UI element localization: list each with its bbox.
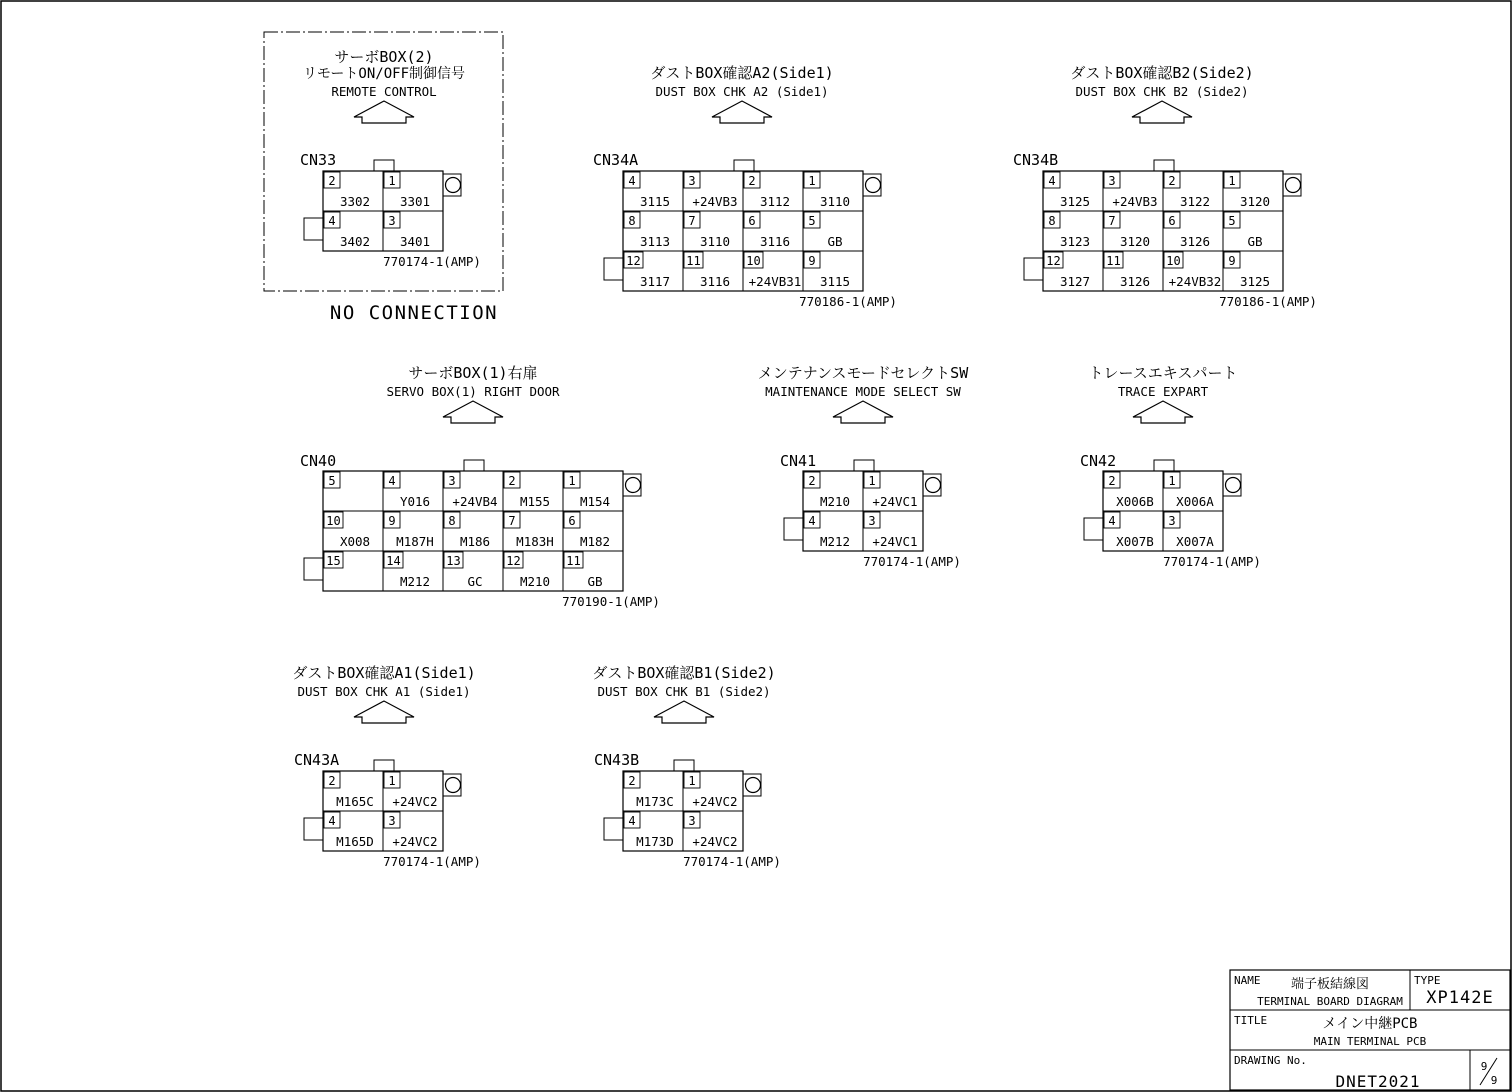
pin-signal: X006B [1116, 494, 1154, 509]
pin-signal: 3123 [1059, 234, 1091, 249]
pin-number: 8 [628, 214, 636, 228]
connector-polarizing-tab [604, 818, 623, 840]
type-value: XP142E [1426, 988, 1494, 1008]
pin-number: 1 [568, 474, 576, 488]
connector-id: CN34B [1013, 151, 1059, 169]
sheet-total: 9 [1490, 1074, 1498, 1087]
pin-number: 6 [748, 214, 756, 228]
pin-number: 11 [686, 254, 701, 268]
pin-signal: 3125 [1239, 274, 1271, 289]
pin-number: 10 [326, 514, 341, 528]
connector-title-jp: サーボBOX(1)右扉 [408, 364, 538, 382]
pin-number: 5 [328, 474, 336, 488]
connector-title-en: TRACE EXPART [1117, 384, 1209, 399]
connector-housing [323, 471, 623, 591]
pin-number: 2 [328, 174, 336, 188]
pin-signal: 3110 [819, 194, 851, 209]
pin-number: 1 [868, 474, 876, 488]
pin-signal: 3117 [639, 274, 671, 289]
pin-number: 2 [628, 774, 636, 788]
pin-signal: +24VB31 [748, 274, 802, 289]
pin-signal: M212 [819, 534, 851, 549]
connector-id: CN43A [294, 751, 340, 769]
connector-latch-ring [446, 778, 461, 793]
connector-id: CN40 [300, 452, 337, 470]
pin-signal: M165C [336, 794, 374, 809]
connector-key-tab [1154, 160, 1174, 171]
pin-signal: +24VB3 [1112, 194, 1158, 209]
pin-number: 6 [1168, 214, 1176, 228]
connector-key-tab [1154, 460, 1174, 471]
pin-number: 9 [808, 254, 816, 268]
title-label: TITLE [1234, 1014, 1268, 1027]
pin-signal: 3301 [399, 194, 431, 209]
pin-signal: 3126 [1119, 274, 1151, 289]
connector-title-jp-line2: リモートON/OFF制御信号 [302, 66, 466, 82]
direction-arrow-icon [654, 701, 714, 723]
connector-title-jp: トレースエキスパート [1088, 364, 1238, 382]
pin-number: 12 [626, 254, 641, 268]
connector-cn33 [300, 48, 481, 269]
pin-signal: GB [827, 234, 843, 249]
connector-title-en: DUST BOX CHK B1 (Side2) [597, 684, 771, 699]
pin-number: 11 [566, 554, 581, 568]
pin-signal: M182 [579, 534, 611, 549]
pin-number: 2 [328, 774, 336, 788]
pin-signal: 3302 [339, 194, 371, 209]
pin-signal: 3116 [699, 274, 731, 289]
connector-polarizing-tab [304, 218, 323, 240]
connector-latch-ring [446, 178, 461, 193]
pin-signal: +24VC2 [692, 834, 738, 849]
pin-signal: M210 [519, 574, 551, 589]
pin-signal: 3402 [339, 234, 371, 249]
connector-title-jp: ダストBOX確認B1(Side2) [592, 664, 776, 682]
connector-cn42 [1080, 364, 1261, 569]
pin-number: 8 [448, 514, 456, 528]
pin-number: 10 [746, 254, 761, 268]
direction-arrow-icon [1132, 101, 1192, 123]
pin-signal: +24VB3 [692, 194, 738, 209]
pin-number: 4 [628, 814, 636, 828]
pin-signal: X007B [1116, 534, 1154, 549]
pin-signal: 3115 [639, 194, 671, 209]
pin-number: 11 [1106, 254, 1121, 268]
connector-latch-ring [1226, 478, 1241, 493]
pin-signal: 3115 [819, 274, 851, 289]
sheet-number: 9 [1480, 1060, 1488, 1073]
pin-number: 2 [508, 474, 516, 488]
pin-signal: GC [467, 574, 483, 589]
connector-title-en: REMOTE CONTROL [331, 84, 437, 99]
drawing-no: DNET2021 [1335, 1072, 1421, 1091]
title-block [1230, 970, 1510, 1091]
connector-title-jp: サーボBOX(2) [334, 48, 434, 66]
pin-signal: M186 [459, 534, 491, 549]
direction-arrow-icon [443, 401, 503, 423]
connector-key-tab [464, 460, 484, 471]
pin-number: 2 [1108, 474, 1116, 488]
connector-part-number: 770174-1(AMP) [383, 254, 481, 269]
pin-signal: +24VC1 [872, 534, 918, 549]
connector-part-number: 770190-1(AMP) [562, 594, 660, 609]
connector-id: CN33 [300, 151, 337, 169]
pin-number: 1 [808, 174, 816, 188]
pin-number: 7 [1108, 214, 1116, 228]
pin-number: 4 [1048, 174, 1056, 188]
connector-id: CN43B [594, 751, 640, 769]
pin-number: 4 [388, 474, 396, 488]
connector-part-number: 770174-1(AMP) [863, 554, 961, 569]
connector-title-en: DUST BOX CHK B2 (Side2) [1075, 84, 1249, 99]
connector-polarizing-tab [304, 558, 323, 580]
pin-number: 1 [1168, 474, 1176, 488]
pin-number: 15 [326, 554, 341, 568]
connector-key-tab [674, 760, 694, 771]
pin-signal: 3127 [1059, 274, 1091, 289]
connector-title-jp: ダストBOX確認B2(Side2) [1070, 64, 1254, 82]
pin-signal: M187H [396, 534, 434, 549]
connector-title-jp: メンテナンスモードセレクトSW [757, 364, 969, 382]
pin-signal: M183H [516, 534, 554, 549]
pin-number: 4 [328, 814, 336, 828]
pin-signal: GB [1247, 234, 1263, 249]
connector-part-number: 770174-1(AMP) [683, 854, 781, 869]
pin-signal: 3120 [1239, 194, 1271, 209]
pin-number: 12 [1046, 254, 1061, 268]
connector-key-tab [854, 460, 874, 471]
pin-number: 4 [328, 214, 336, 228]
title-jp: メイン中継PCB [1322, 1016, 1418, 1032]
pin-number: 5 [808, 214, 816, 228]
connector-title-jp: ダストBOX確認A1(Side1) [292, 664, 476, 682]
pin-number: 2 [1168, 174, 1176, 188]
pin-signal: +24VC2 [392, 794, 438, 809]
sheet-border [1, 1, 1511, 1091]
pin-number: 3 [448, 474, 456, 488]
pin-signal: X008 [339, 534, 371, 549]
pin-signal: 3116 [759, 234, 791, 249]
type-label: TYPE [1414, 974, 1441, 987]
title-en: MAIN TERMINAL PCB [1313, 1035, 1427, 1048]
pin-signal: M154 [579, 494, 611, 509]
pin-number: 9 [388, 514, 396, 528]
name-label: NAME [1234, 974, 1261, 987]
connector-id: CN42 [1080, 452, 1117, 470]
pin-signal: M165D [336, 834, 374, 849]
pin-number: 10 [1166, 254, 1181, 268]
pin-signal: 3113 [639, 234, 671, 249]
name-en: TERMINAL BOARD DIAGRAM [1257, 995, 1403, 1008]
connector-title-en: DUST BOX CHK A2 (Side1) [655, 84, 829, 99]
pin-signal: 3112 [759, 194, 791, 209]
connector-cn34a [593, 64, 897, 309]
pin-signal: 3125 [1059, 194, 1091, 209]
pin-number: 1 [688, 774, 696, 788]
connector-cn43a [292, 664, 481, 869]
drawing-no-label: DRAWING No. [1234, 1054, 1307, 1067]
connector-part-number: 770174-1(AMP) [1163, 554, 1261, 569]
pin-number: 8 [1048, 214, 1056, 228]
connector-latch-ring [1286, 178, 1301, 193]
pin-signal: 3126 [1179, 234, 1211, 249]
pin-number: 12 [506, 554, 521, 568]
pin-number: 2 [808, 474, 816, 488]
pin-number: 3 [688, 174, 696, 188]
connector-polarizing-tab [304, 818, 323, 840]
pin-number: 13 [446, 554, 461, 568]
connector-polarizing-tab [1084, 518, 1103, 540]
pin-signal: M212 [399, 574, 431, 589]
connector-part-number: 770186-1(AMP) [799, 294, 897, 309]
pin-signal: +24VC2 [392, 834, 438, 849]
connector-key-tab [374, 160, 394, 171]
pin-signal: +24VC1 [872, 494, 918, 509]
pin-number: 7 [508, 514, 516, 528]
pin-number: 4 [1108, 514, 1116, 528]
connector-polarizing-tab [604, 258, 623, 280]
connector-id: CN34A [593, 151, 639, 169]
direction-arrow-icon [712, 101, 772, 123]
pin-number: 3 [1168, 514, 1176, 528]
name-jp: 端子板結線図 [1290, 977, 1370, 992]
pin-signal: X006A [1176, 494, 1214, 509]
direction-arrow-icon [833, 401, 893, 423]
connector-title-en: DUST BOX CHK A1 (Side1) [297, 684, 471, 699]
connector-latch-ring [626, 478, 641, 493]
connector-latch-ring [926, 478, 941, 493]
pin-number: 4 [808, 514, 816, 528]
pin-number: 14 [386, 554, 401, 568]
connector-title-en: SERVO BOX(1) RIGHT DOOR [386, 384, 560, 399]
pin-number: 3 [1108, 174, 1116, 188]
no-connection-label: NO CONNECTION [329, 302, 499, 324]
pin-signal: M155 [519, 494, 551, 509]
pin-signal: 3401 [399, 234, 431, 249]
pin-number: 1 [1228, 174, 1236, 188]
connector-latch-ring [746, 778, 761, 793]
pin-number: 3 [688, 814, 696, 828]
direction-arrow-icon [1133, 401, 1193, 423]
direction-arrow-icon [354, 101, 414, 123]
pin-signal: M173C [636, 794, 674, 809]
connector-title-jp: ダストBOX確認A2(Side1) [650, 64, 834, 82]
pin-number: 3 [388, 214, 396, 228]
pin-signal: 3110 [699, 234, 731, 249]
pin-number: 1 [388, 174, 396, 188]
pin-number: 1 [388, 774, 396, 788]
direction-arrow-icon [354, 701, 414, 723]
pin-signal: +24VB32 [1168, 274, 1222, 289]
pin-signal: +24VC2 [692, 794, 738, 809]
connector-latch-ring [866, 178, 881, 193]
pin-signal: GB [587, 574, 603, 589]
connector-title-en: MAINTENANCE MODE SELECT SW [765, 384, 961, 399]
pin-number: 3 [388, 814, 396, 828]
connector-cn41 [758, 364, 969, 569]
connector-cn40 [300, 364, 660, 609]
pin-number: 7 [688, 214, 696, 228]
connector-part-number: 770174-1(AMP) [383, 854, 481, 869]
connector-cn43b [592, 664, 781, 869]
pin-number: 3 [868, 514, 876, 528]
pin-signal: 3122 [1179, 194, 1211, 209]
pin-number: 4 [628, 174, 636, 188]
pin-signal: M173D [636, 834, 674, 849]
pin-signal: +24VB4 [452, 494, 498, 509]
pin-number: 5 [1228, 214, 1236, 228]
connector-cn34b [1013, 64, 1317, 309]
pin-number: 2 [748, 174, 756, 188]
pin-signal: 3120 [1119, 234, 1151, 249]
pin-number: 6 [568, 514, 576, 528]
connector-id: CN41 [780, 452, 817, 470]
pin-signal: Y016 [399, 494, 431, 509]
connector-polarizing-tab [784, 518, 803, 540]
connector-part-number: 770186-1(AMP) [1219, 294, 1317, 309]
pin-number: 9 [1228, 254, 1236, 268]
pin-signal: X007A [1176, 534, 1214, 549]
connector-key-tab [374, 760, 394, 771]
connector-key-tab [734, 160, 754, 171]
pin-signal: M210 [819, 494, 851, 509]
connector-polarizing-tab [1024, 258, 1043, 280]
